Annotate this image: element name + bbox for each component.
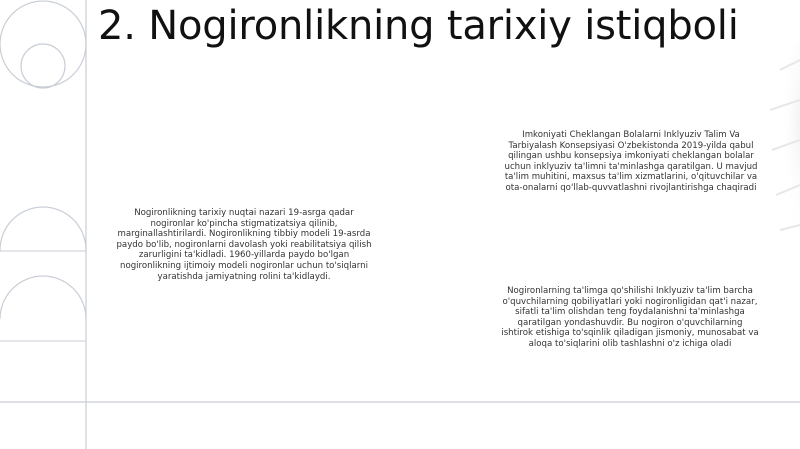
small-circle [21, 44, 65, 88]
text-line: nogironlar ko'pincha stigmatizatsiya qilinib, [150, 218, 338, 229]
text-line: ota-onalarni qo'llab-quvvatlashni rivojlantirishga chaqiradi [505, 182, 757, 193]
text-line: Imkoniyati Cheklangan Bolalarni Inklyuziv Talim Va [522, 130, 740, 140]
paragraph-inclusive-concept [488, 130, 774, 194]
paragraph-historical-perspective [96, 208, 392, 282]
text-line: Nogironlarning ta'limga qo'shilishi Inklyuziv ta'lim barcha [507, 286, 753, 296]
text-line: aloqa to'siqlarini olib tashlashni o'z ichiga oladi [528, 338, 732, 349]
text-line: yaratishda jamiyatning rolini ta'kidlaydi. [157, 271, 331, 282]
text-line: o'quvchilarning qobiliyatlari yoki nogironligidan qat'i nazar, [502, 296, 758, 307]
text-line: ta'lim muhitini, maxsus ta'lim xizmatlarini, o'qituvchilar va [504, 172, 758, 183]
text-line: uchun inklyuziv ta'limni ta'minlashga qaratilgan. U mavjud [504, 161, 758, 172]
slide-title: 2. Nogironlikning tarixiy istiqboli [98, 3, 739, 49]
text-line: qilingan ushbu konsepsiya imkoniyati cheklangan bolalar [508, 151, 754, 162]
text-line: paydo bo'lib, nogironlarni davolash yoki reabilitatsiya qilish [116, 239, 372, 250]
text-line: Nogironlikning tarixiy nuqtai nazari 19-asrga qadar [134, 208, 354, 218]
text-line: marginallashtirilardi. Nogironlikning tibbiy modeli 19-asrda [117, 229, 371, 240]
arch-upper [0, 207, 86, 251]
text-line: sifatli ta'lim olishdan teng foydalanishni ta'minlashga [515, 307, 745, 318]
text-line: Tarbiyalash Konsepsiyasi O'zbekistonda 2019-yilda qabul [508, 140, 754, 151]
text-line: ishtirok etishiga to'sqinlik qiladigan jismoniy, munosabat va [501, 328, 759, 339]
text-line: qaratilgan yondashuvdir. Bu nogiron o'quvchilarning [517, 317, 743, 328]
arch-lower [0, 276, 86, 319]
text-line: zarurligini ta'kidladi. 1960-yillarda paydo bo'lgan [138, 250, 350, 261]
paragraph-inclusion-education [480, 286, 780, 350]
text-line: nogironlikning ijtimoiy modeli nogironlar uchun to'siqlarni [120, 260, 368, 271]
